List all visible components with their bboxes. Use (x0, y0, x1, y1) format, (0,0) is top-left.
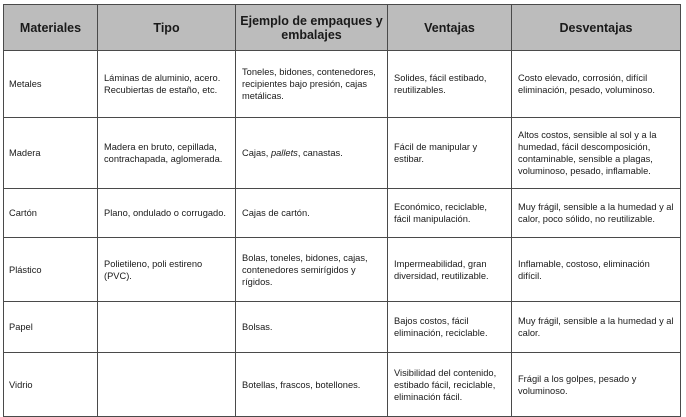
cell-desventajas: Muy frágil, sensible a la humedad y al calor, poco sólido, no reutilizable. (512, 189, 681, 238)
cell-ejemplo: Bolsas. (236, 302, 388, 353)
cell-ventajas: Visibilidad del contenido, estibado fácil, reciclable, eliminación fácil. (388, 353, 512, 417)
ejemplo-text-post: , canastas. (297, 148, 343, 158)
table-header (4, 5, 681, 51)
ejemplo-text-pre: Cajas, (242, 148, 271, 158)
cell-ventajas: Económico, reciclable, fácil manipulación. (388, 189, 512, 238)
cell-ejemplo: Cajas de cartón. (236, 189, 388, 238)
cell-desventajas: Costo elevado, corrosión, difícil eliminación, pesado, voluminoso. (512, 51, 681, 118)
materials-table-container (3, 4, 681, 417)
cell-ventajas: Bajos costos, fácil eliminación, reciclable. (388, 302, 512, 353)
table-body (4, 51, 681, 417)
cell-tipo: Láminas de aluminio, acero. Recubiertas de estaño, etc. (98, 51, 236, 118)
cell-ventajas: Solides, fácil estibado, reutilizables. (388, 51, 512, 118)
cell-material: Papel (4, 302, 98, 353)
cell-desventajas: Frágil a los golpes, pesado y voluminoso. (512, 353, 681, 417)
header-ventajas: Ventajas (388, 5, 512, 51)
cell-desventajas: Inflamable, costoso, eliminación difícil. (512, 238, 681, 302)
cell-ejemplo: Toneles, bidones, contenedores, recipientes bajo presión, cajas metálicas. (236, 51, 388, 118)
table-row-madera (4, 118, 681, 189)
cell-tipo: Plano, ondulado o corrugado. (98, 189, 236, 238)
cell-material: Madera (4, 118, 98, 189)
cell-material: Cartón (4, 189, 98, 238)
header-desventajas: Desventajas (512, 5, 681, 51)
cell-desventajas: Altos costos, sensible al sol y a la humedad, fácil descomposición, contaminable, sensible a plagas, voluminoso, pesado, inflamable. (512, 118, 681, 189)
table-row-papel (4, 302, 681, 353)
cell-material: Vidrio (4, 353, 98, 417)
table-row-vidrio (4, 353, 681, 417)
ejemplo-text-italic: pallets (270, 148, 298, 158)
table-row-carton (4, 189, 681, 238)
table-row-plastico (4, 238, 681, 302)
header-materiales: Materiales (4, 5, 98, 51)
table-row-metales (4, 51, 681, 118)
cell-tipo (98, 302, 236, 353)
cell-tipo: Madera en bruto, cepillada, contrachapada, aglomerada. (98, 118, 236, 189)
header-tipo: Tipo (98, 5, 236, 51)
cell-tipo: Polietileno, poli estireno (PVC). (98, 238, 236, 302)
cell-ejemplo: Botellas, frascos, botellones. (236, 353, 388, 417)
cell-ejemplo: Bolas, toneles, bidones, cajas, contenedores semirígidos y rígidos. (236, 238, 388, 302)
cell-tipo (98, 353, 236, 417)
packaging-materials-table (3, 4, 681, 417)
cell-material: Plástico (4, 238, 98, 302)
header-row (4, 5, 681, 51)
cell-material: Metales (4, 51, 98, 118)
cell-ejemplo (236, 118, 388, 189)
cell-desventajas: Muy frágil, sensible a la humedad y al calor. (512, 302, 681, 353)
cell-ventajas: Fácil de manipular y estibar. (388, 118, 512, 189)
cell-ventajas: Impermeabilidad, gran diversidad, reutilizable. (388, 238, 512, 302)
header-ejemplo: Ejemplo de empaques y embalajes (236, 5, 388, 51)
